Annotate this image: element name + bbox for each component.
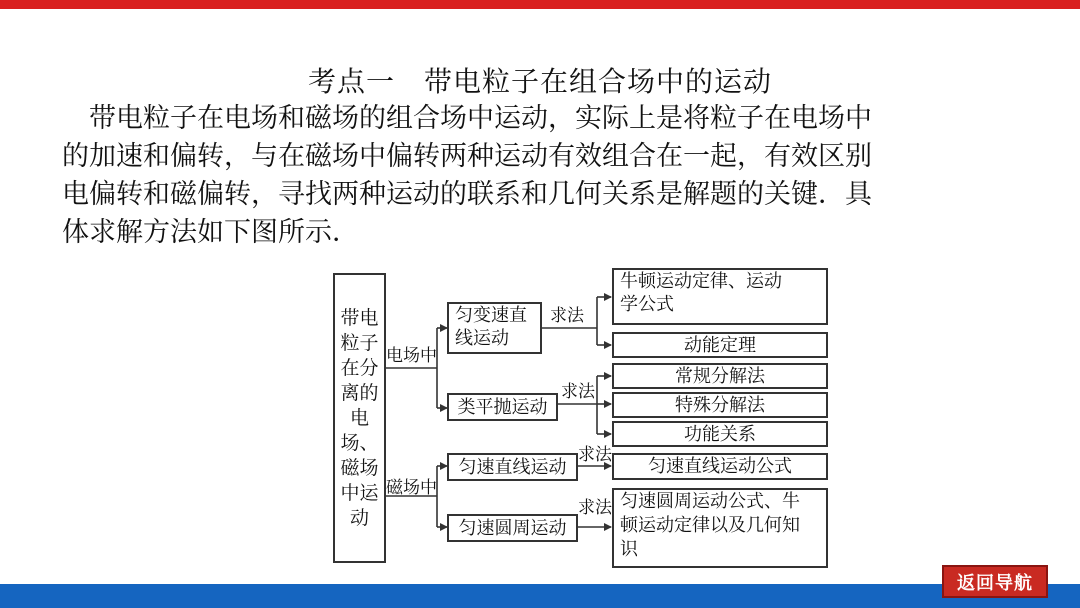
uniform-accel-node bbox=[447, 302, 542, 354]
root-line: 粒子 bbox=[340, 331, 379, 354]
paragraph-line: 体求解方法如下图所示． bbox=[62, 217, 359, 248]
uniform-circular-node: 匀速圆周运动 bbox=[447, 514, 578, 542]
work-energy-result: 功能关系 bbox=[612, 421, 828, 447]
paragraph-line: 的加速和偏转，与在磁场中偏转两种运动有效组合在一起，有效区别 bbox=[62, 141, 872, 172]
root-node bbox=[333, 273, 386, 563]
root-line: 中运 bbox=[340, 481, 379, 504]
result-line: 牛顿运动定律、运动 bbox=[620, 271, 782, 292]
paragraph-line: 电偏转和磁偏转，寻找两种运动的联系和几何关系是解题的关键．具 bbox=[62, 179, 872, 210]
method-label: 求法 bbox=[561, 382, 595, 402]
root-line: 磁场 bbox=[340, 456, 379, 479]
magnetic-field-label: 磁场中 bbox=[386, 478, 437, 498]
projectile-motion-node: 类平抛运动 bbox=[447, 393, 558, 421]
uniform-linear-node: 匀速直线运动 bbox=[447, 453, 578, 481]
root-line: 动 bbox=[349, 506, 369, 529]
node-line: 线运动 bbox=[455, 328, 509, 349]
result-line: 学公式 bbox=[620, 294, 674, 315]
section-title: 考点一 带电粒子在组合场中的运动 bbox=[307, 65, 772, 98]
result-line: 识 bbox=[620, 539, 638, 560]
bottom-accent-bar bbox=[0, 584, 1080, 608]
circular-motion-result bbox=[612, 488, 828, 568]
newton-laws-result bbox=[612, 268, 828, 325]
back-to-navigation-button[interactable]: 返回导航 bbox=[942, 565, 1048, 598]
paragraph-line: 带电粒子在电场和磁场的组合场中运动，实际上是将粒子在电场中 bbox=[62, 103, 872, 134]
root-line: 电场、 bbox=[340, 406, 379, 454]
electric-field-label: 电场中 bbox=[386, 346, 437, 366]
result-line: 顿运动定律以及几何知 bbox=[620, 515, 800, 536]
method-label: 求法 bbox=[578, 445, 612, 465]
special-decomposition-result: 特殊分解法 bbox=[612, 392, 828, 418]
kinetic-energy-result: 动能定理 bbox=[612, 332, 828, 358]
method-label: 求法 bbox=[578, 498, 612, 518]
uniform-linear-formula-result: 匀速直线运动公式 bbox=[612, 453, 828, 480]
root-line: 在分 bbox=[340, 356, 379, 379]
conventional-decomposition-result: 常规分解法 bbox=[612, 363, 828, 389]
node-line: 匀变速直 bbox=[455, 305, 527, 326]
root-line: 离的 bbox=[340, 381, 379, 404]
root-line: 带电 bbox=[340, 306, 379, 329]
method-label: 求法 bbox=[550, 306, 584, 326]
result-line: 匀速圆周运动公式、牛 bbox=[620, 491, 800, 512]
